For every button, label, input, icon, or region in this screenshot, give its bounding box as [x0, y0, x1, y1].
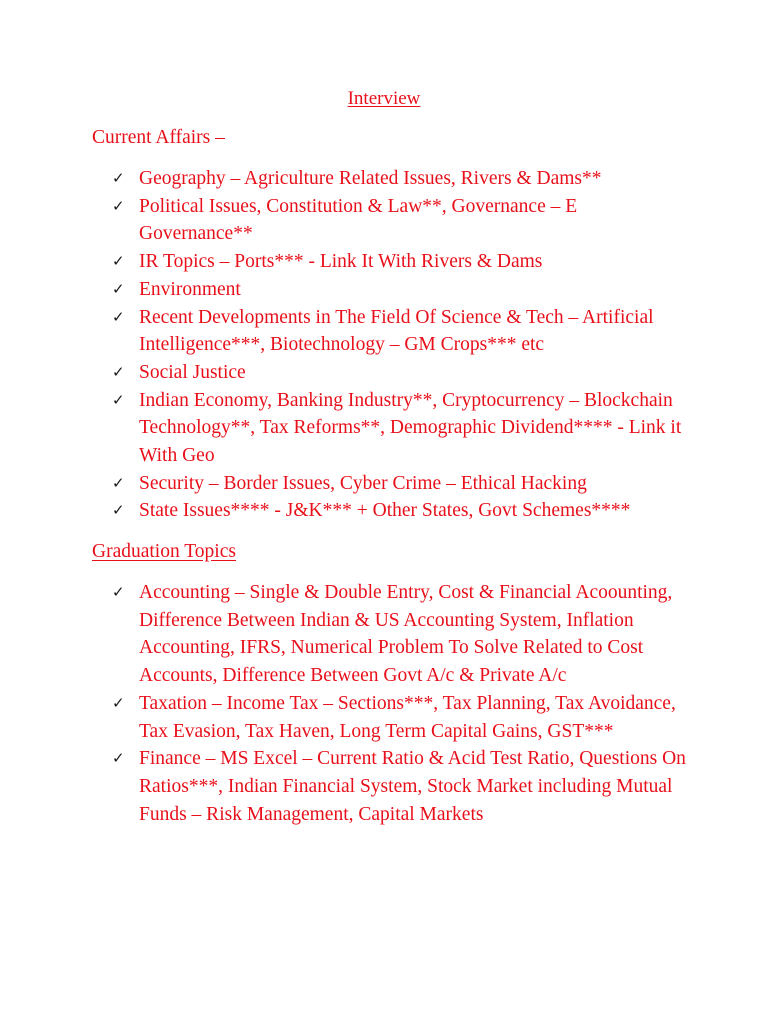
list-item-text: Geography – Agriculture Related Issues, Rivers & Dams** [139, 168, 602, 189]
list-item-text: Recent Developments in The Field Of Science & Tech – Artificial Intelligence***, Biotechnology – GM Crops*** etc [139, 306, 654, 356]
checkmark-icon: ✓ [112, 252, 125, 271]
list-item-text: Accounting – Single & Double Entry, Cost & Financial Acoounting, Difference Between Indian & US Accounting System, Inflation Accounting, IFRS, Numerical Problem To Solve Related to Cost Accounts, Difference Between Govt A/c & Private A/c [139, 582, 673, 687]
checkmark-icon: ✓ [112, 390, 125, 409]
list-item-text: Environment [139, 278, 241, 300]
checkmark-icon: ✓ [112, 279, 125, 298]
checkmark-icon: ✓ [112, 169, 125, 187]
list-item [112, 193, 692, 248]
list-item [112, 165, 692, 193]
list-item-text: Political Issues, Constitution & Law**, Governance – E Governance** [139, 195, 578, 245]
checkmark-icon: ✓ [112, 307, 125, 326]
section-heading-current-affairs: Current Affairs – [92, 127, 225, 148]
section-heading-graduation-topics: Graduation Topics [92, 541, 236, 562]
list-item-text: Indian Economy, Banking Industry**, Cryptocurrency – Blockchain Technology**, Tax Reforms**, Demographic Dividend**** - Link it With Geo [139, 389, 682, 467]
list-item [112, 304, 692, 359]
list-item [112, 745, 692, 828]
list-item [112, 690, 692, 745]
list-item-text: State Issues**** - J&K*** + Other States, Govt Schemes**** [139, 500, 631, 522]
list-item [112, 387, 692, 470]
list-item [112, 579, 692, 690]
checkmark-icon: ✓ [112, 501, 125, 520]
current-affairs-list [112, 165, 692, 525]
checkmark-icon: ✓ [112, 362, 125, 381]
list-item-text: IR Topics – Ports*** - Link It With Rivers & Dams [139, 251, 543, 273]
checkmark-icon: ✓ [112, 693, 125, 712]
list-item [112, 497, 692, 525]
checkmark-icon: ✓ [112, 196, 125, 215]
list-item-text: Taxation – Income Tax – Sections***, Tax Planning, Tax Avoidance, Tax Evasion, Tax Haven, Long Term Capital Gains, GST*** [139, 692, 676, 742]
list-item [112, 248, 692, 276]
list-item-text: Social Justice [139, 361, 246, 383]
list-item-text: Security – Border Issues, Cyber Crime – Ethical Hacking [139, 472, 587, 494]
checkmark-icon: ✓ [112, 749, 125, 768]
page-title: Interview [347, 88, 421, 109]
list-item [112, 359, 692, 387]
graduation-topics-list [112, 579, 692, 828]
list-item [112, 276, 692, 304]
checkmark-icon: ✓ [112, 473, 125, 492]
checkmark-icon: ✓ [112, 583, 125, 601]
list-item [112, 470, 692, 498]
list-item-text: Finance – MS Excel – Current Ratio & Acid Test Ratio, Questions On Ratios***, Indian Financial System, Stock Market including Mutual Funds – Risk Management, Capital Markets [139, 748, 686, 825]
